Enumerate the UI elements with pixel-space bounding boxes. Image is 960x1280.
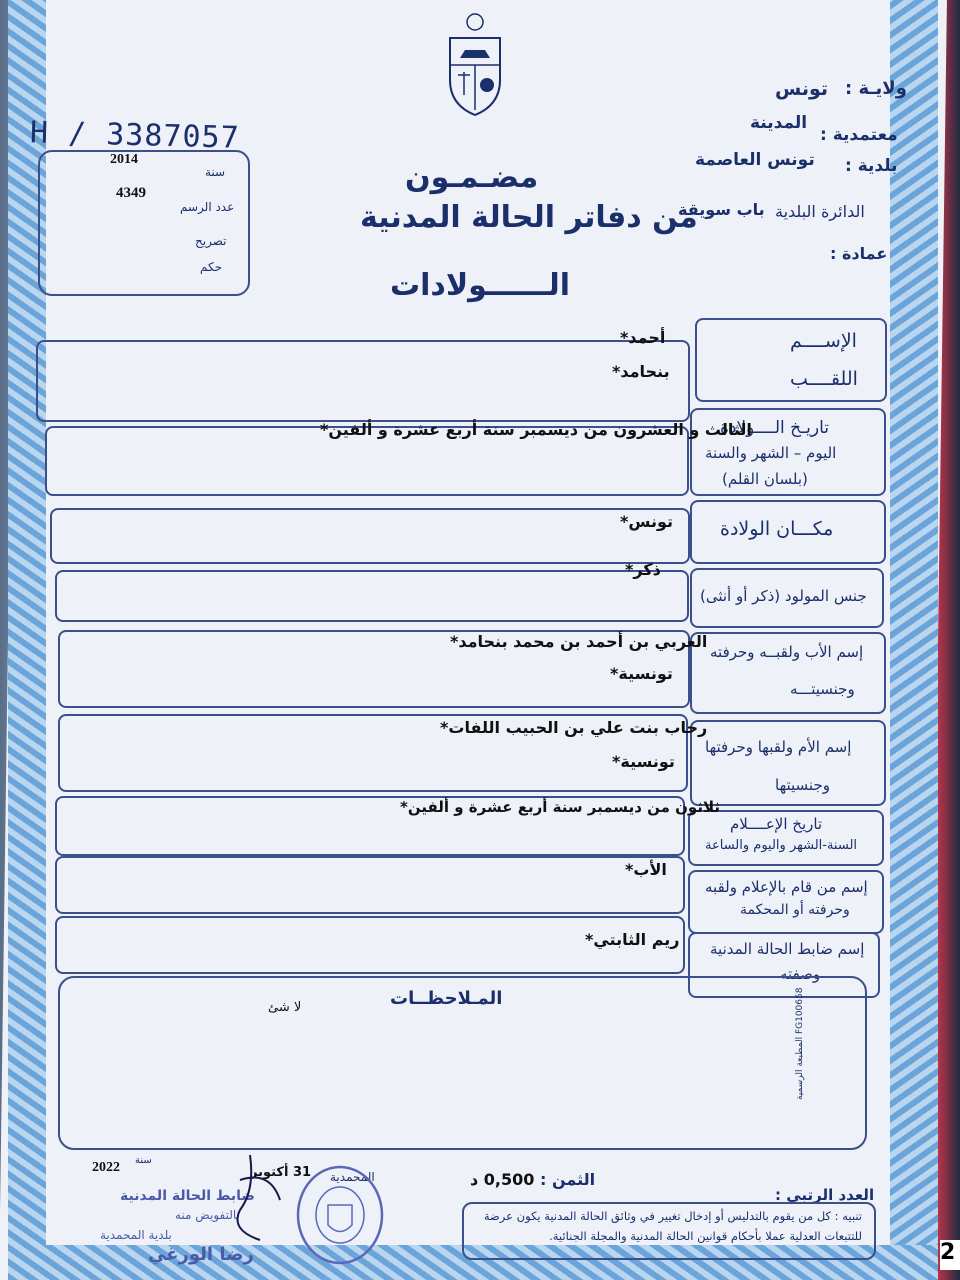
daira-label: الدائرة البلدية	[775, 202, 865, 221]
officer-sublabel: وصفته	[780, 965, 821, 983]
father-sublabel: وجنسيتـــه	[790, 680, 855, 698]
decorative-border-right	[890, 0, 938, 1280]
signer-line2: بالتفويض منه	[175, 1208, 240, 1222]
baladia-value: تونس العاصمة	[695, 150, 815, 170]
wilaya-value: تونس	[775, 78, 829, 100]
signer-name: رضا الورغي	[148, 1244, 254, 1265]
price-value: 0,500 د	[470, 1170, 535, 1189]
declarant-label: إسم من قام بالإعلام ولقبه	[705, 878, 868, 896]
father-name-value: العربي بن أحمد بن محمد بنحامد*	[450, 632, 708, 651]
title-line1: مضـمـون	[405, 160, 539, 195]
declaration-date-label: تاريخ الإعــــلام	[730, 815, 823, 833]
tunisia-coat-of-arms-icon	[440, 10, 510, 120]
daira-value: باب سويقة	[678, 200, 765, 219]
birth-place-value-box	[50, 508, 690, 564]
officer-label: إسم ضابط الحالة المدنية	[710, 940, 865, 958]
first-name-value: أحمد*	[620, 328, 666, 347]
mootamadia-value: المدينة	[750, 113, 808, 133]
last-name-label: اللقــــب	[790, 368, 858, 390]
declarant-value-box	[55, 856, 685, 914]
year-value: 2014	[110, 152, 138, 167]
number-value: 4349	[116, 185, 146, 201]
number-label: عدد الرسم	[180, 200, 235, 214]
serial-number: H / 3387057	[29, 115, 241, 156]
title-line3: الــــــولادات	[390, 268, 571, 303]
mother-name-value: رحاب بنت علي بن الحبيب اللفات*	[440, 718, 708, 737]
remarks-value: لا شئ	[268, 1000, 302, 1015]
birth-date-value: الثالث و العشرون من ديسمبر سنة أربع عشرة و ألفين*	[320, 420, 752, 439]
officer-value: ريم الثابتي*	[585, 930, 680, 949]
birth-date-label: تاريـخ الــــولادة	[720, 418, 829, 438]
first-name-label: الإســــم	[790, 330, 857, 352]
signer-line1: ضابط الحالة المدنية	[120, 1188, 255, 1204]
title-line2: من دفاتر الحالة المدنية	[360, 200, 698, 235]
remarks-label: المـلاحظــات	[390, 988, 503, 1009]
mootamadia-label: معتمدية :	[820, 125, 898, 145]
signature-icon	[210, 1150, 290, 1250]
price-label: الثمن :	[540, 1170, 596, 1189]
signer-line3: بلدية المحمدية	[100, 1228, 172, 1242]
father-label: إسم الأب ولقبــه وحرفته	[710, 643, 864, 661]
footer-year-label: سنة	[135, 1155, 152, 1166]
declaration-date-sublabel: السنة-الشهر واليوم والساعة	[705, 838, 858, 853]
footer-date-value: 31 أكتوبر	[250, 1165, 312, 1180]
omada-label: عمادة :	[830, 244, 888, 263]
mother-label: إسم الأم ولقبها وحرفتها	[705, 738, 852, 756]
mother-sublabel: وجنسيتها	[775, 776, 830, 794]
wilaya-label: ولايـة :	[845, 78, 907, 99]
birth-place-value: تونس*	[620, 512, 674, 531]
judgment-label: حكم	[200, 260, 223, 274]
order-number-label: العدد الرتبي :	[775, 1186, 875, 1204]
birth-date-sublabel: اليوم – الشهر والسنة	[705, 444, 837, 462]
declarant-value: الأب*	[625, 860, 667, 879]
last-name-value: بنحامد*	[612, 362, 670, 381]
declaration-date-value: ثلاثون من ديسمبر سنة أربع عشرة و ألفين*	[400, 798, 720, 816]
birth-place-label: مكـــان الولادة	[720, 518, 834, 540]
background-fragment: 2	[940, 1240, 960, 1270]
notice-text: تنبيه : كل من يقوم بالتدليس أو إدخال تغيير في وثائق الحالة المدنية يكون عرضة للتتبعات العدلية عملا بأحكام قوانين الحالة المدنية والمجلة الجنائية.	[483, 1209, 862, 1243]
declaration-label: تصريح	[195, 234, 227, 248]
footer-place-value: المحمدية	[330, 1170, 375, 1184]
baladia-label: بلدية :	[845, 156, 898, 176]
sex-value-box	[55, 570, 689, 622]
name-value-box	[36, 340, 690, 422]
footer-year-value: 2022	[92, 1160, 120, 1175]
declarant-sublabel: وحرفته أو المحكمة	[740, 902, 850, 918]
sex-label: جنس المولود (ذكر أو أنثى)	[700, 587, 867, 605]
official-stamp-icon	[290, 1160, 390, 1270]
birth-date-note: (بلسان القلم)	[722, 470, 808, 488]
year-label: سنة	[205, 165, 226, 179]
father-nationality-value: تونسية*	[610, 664, 673, 683]
mother-nationality-value: تونسية*	[612, 752, 675, 771]
sex-value: ذكر*	[625, 560, 661, 579]
